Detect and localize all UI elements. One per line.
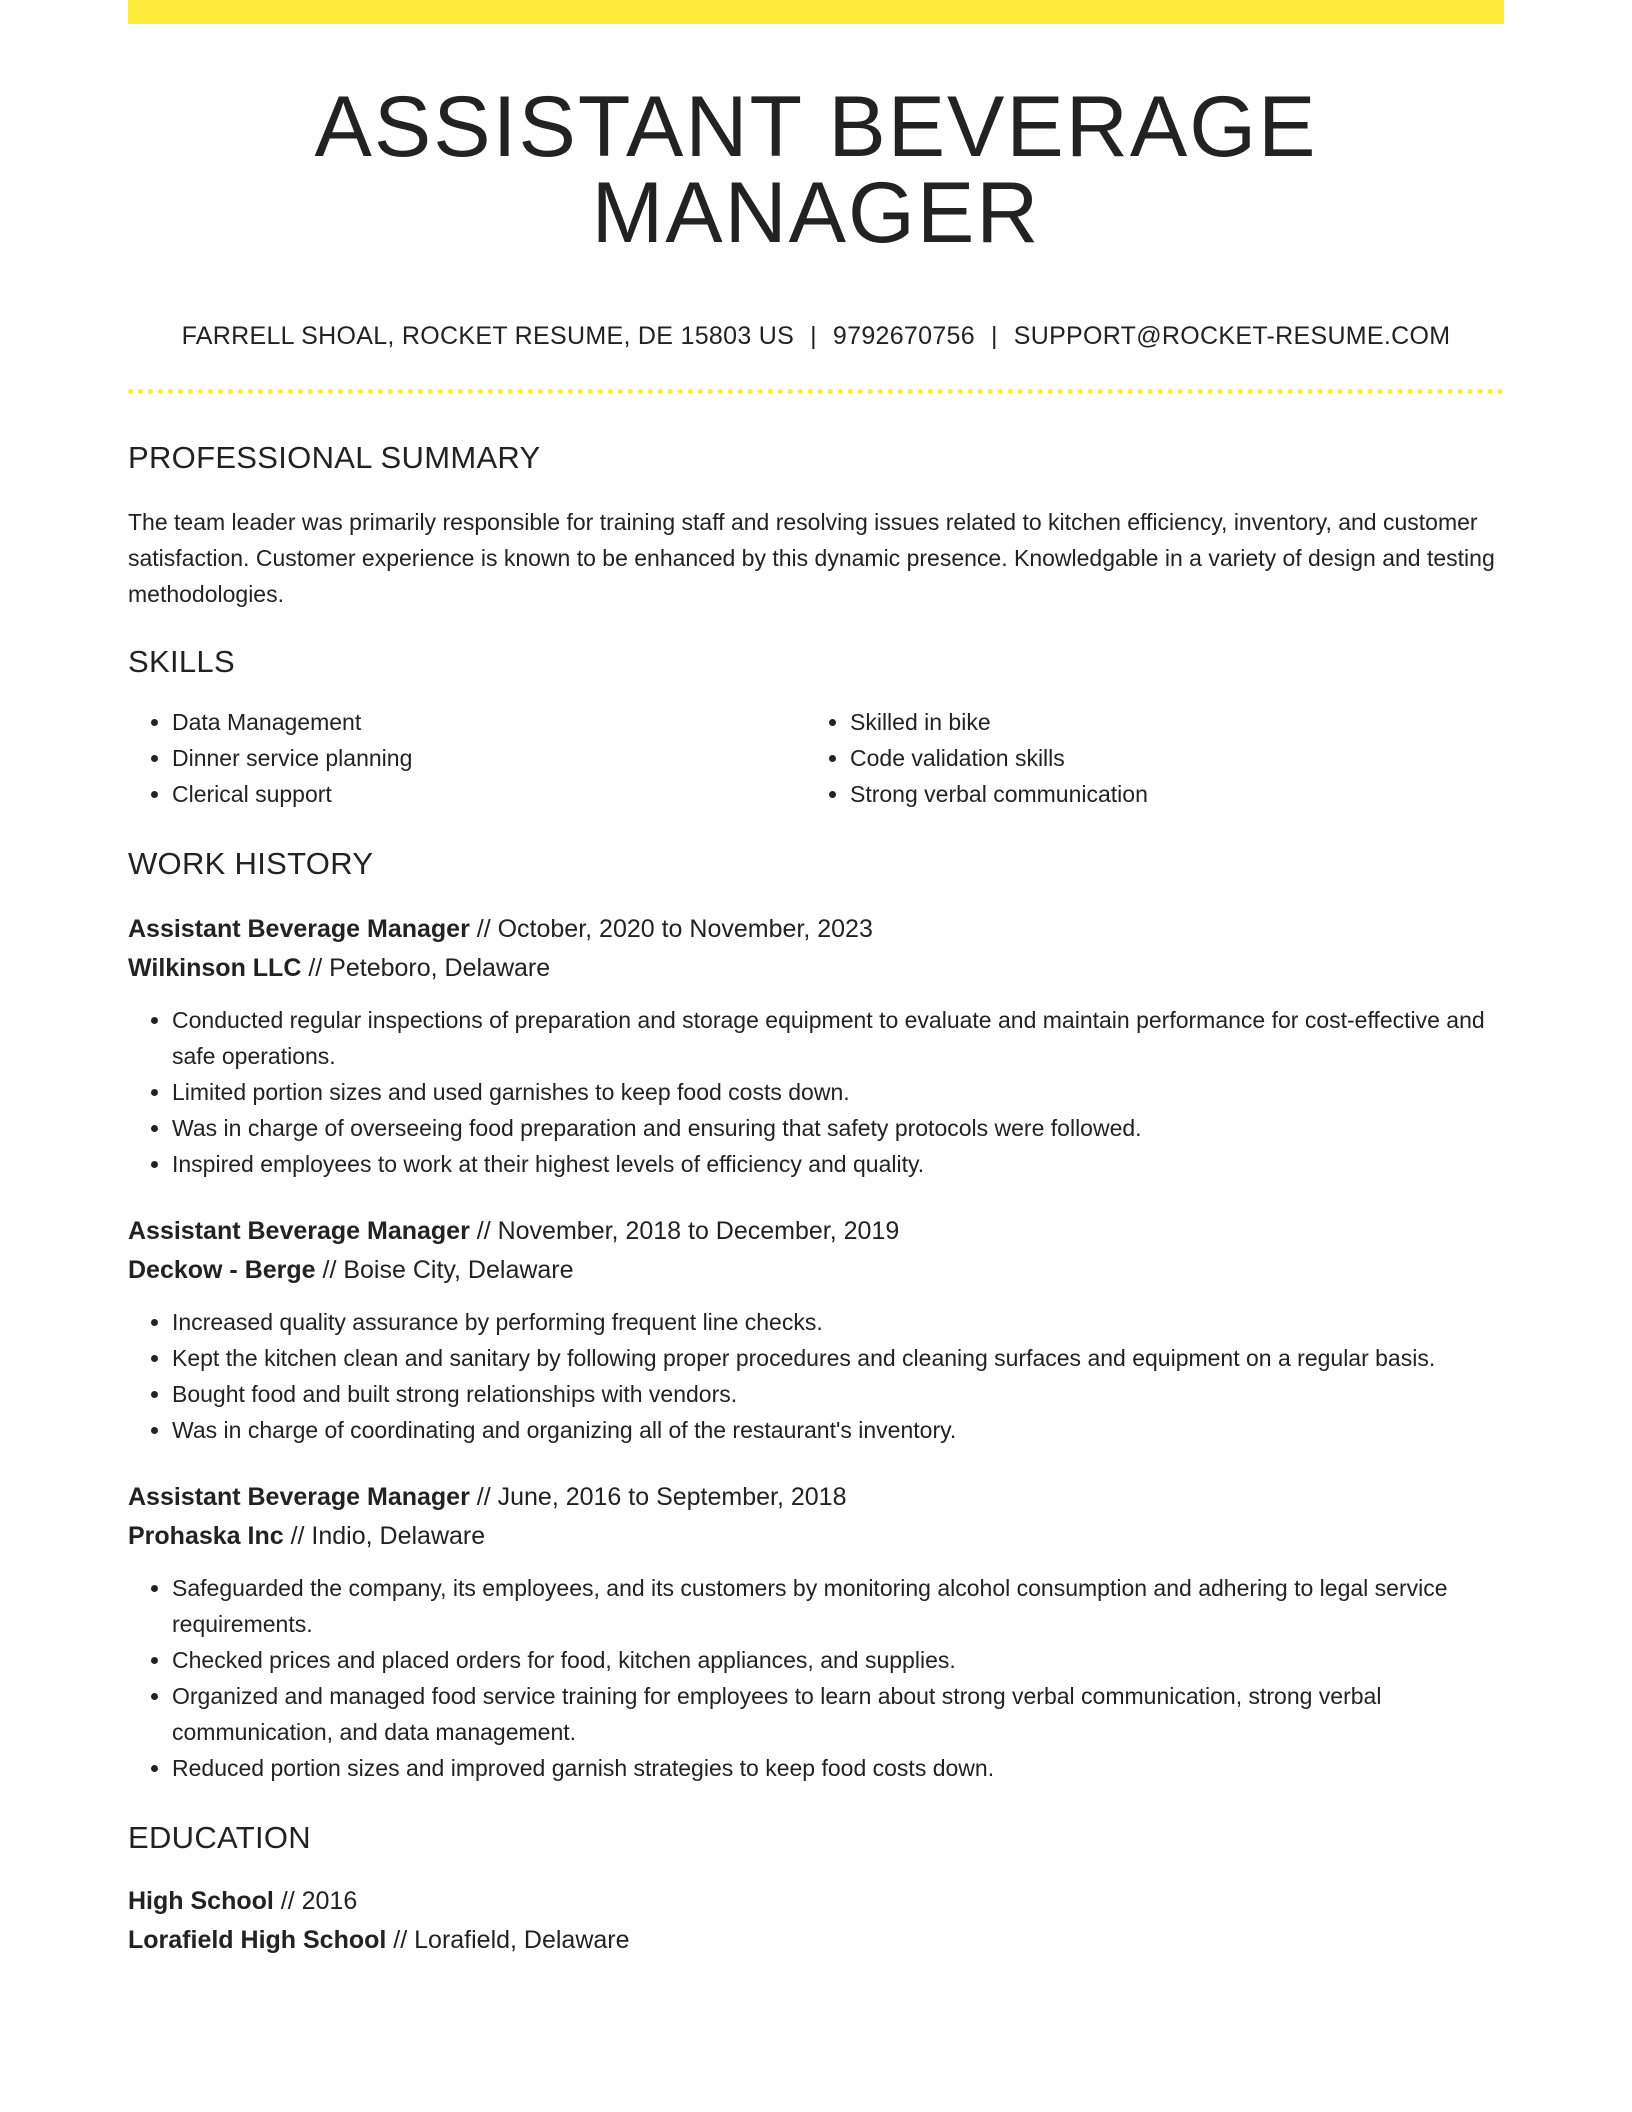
job-location: // Peteboro, Delaware: [308, 954, 551, 982]
job-bullet: • Was in charge of coordinating and organizing all of the restaurant's inventory.: [172, 1412, 1504, 1448]
job-role: Assistant Beverage Manager: [128, 1217, 470, 1245]
job-bullet: • Increased quality assurance by performing frequent line checks.: [172, 1304, 1504, 1340]
top-accent-bar: [128, 0, 1504, 24]
contact-separator: |: [810, 322, 817, 350]
skill-item: • Data Management: [172, 704, 806, 740]
job-dates: // June, 2016 to September, 2018: [476, 1483, 847, 1511]
skill-item: • Skilled in bike: [850, 704, 1484, 740]
education-school-line: [128, 1921, 1504, 1960]
job-company-line: [128, 1251, 1504, 1290]
job-role-line: [128, 1212, 1504, 1251]
job-bullet: • Organized and managed food service training for employees to learn about strong verbal communication, strong verbal communication, and data management.: [172, 1678, 1504, 1750]
job-role-line: [128, 1478, 1504, 1517]
job-role-line: [128, 910, 1504, 949]
job-bullet: • Conducted regular inspections of preparation and storage equipment to evaluate and maintain performance for cost-effective and safe operations.: [172, 1002, 1504, 1074]
skills-column-right: [806, 704, 1484, 812]
skill-item: • Dinner service planning: [172, 740, 806, 776]
contact-line: [128, 322, 1504, 351]
contact-address: FARRELL SHOAL, ROCKET RESUME, DE 15803 US: [181, 322, 795, 350]
education-entry: [128, 1882, 1504, 1960]
job-bullet: • Limited portion sizes and used garnishes to keep food costs down.: [172, 1074, 1504, 1110]
contact-separator: |: [990, 322, 998, 350]
job-bullet: • Safeguarded the company, its employees, and its customers by monitoring alcohol consumption and adhering to legal service requirements.: [172, 1570, 1504, 1642]
job-company: Wilkinson LLC: [128, 954, 302, 982]
job-role: Assistant Beverage Manager: [128, 915, 470, 943]
job-location: // Indio, Delaware: [290, 1522, 486, 1550]
skills-column-left: [128, 704, 806, 812]
job-company-line: [128, 1517, 1504, 1556]
work-history-heading: WORK HISTORY: [128, 846, 374, 881]
education-school: Lorafield High School: [128, 1926, 387, 1954]
education-heading: EDUCATION: [128, 1820, 311, 1855]
job-bullet: • Was in charge of overseeing food preparation and ensuring that safety protocols were followed.: [172, 1110, 1504, 1146]
job-bullet: • Inspired employees to work at their highest levels of efficiency and quality.: [172, 1146, 1504, 1182]
skills-heading: SKILLS: [128, 644, 235, 679]
job-company: Deckow - Berge: [128, 1256, 316, 1284]
skills-list: [128, 704, 1504, 812]
job-location: // Boise City, Delaware: [322, 1256, 574, 1284]
job-bullets: [128, 1304, 1504, 1448]
contact-email: SUPPORT@ROCKET-RESUME.COM: [1013, 322, 1451, 350]
resume-page: [128, 0, 1504, 1960]
job-dates: // November, 2018 to December, 2019: [476, 1217, 900, 1245]
education-location: // Lorafield, Delaware: [393, 1926, 630, 1954]
summary-heading: PROFESSIONAL SUMMARY: [128, 440, 541, 475]
education-degree-line: [128, 1882, 1504, 1921]
job-entry: [128, 910, 1504, 1182]
job-bullet: • Reduced portion sizes and improved garnish strategies to keep food costs down.: [172, 1750, 1504, 1786]
education-year: // 2016: [280, 1887, 358, 1915]
job-entry: [128, 1212, 1504, 1448]
summary-text: The team leader was primarily responsible for training staff and resolving issues related to kitchen efficiency, inventory, and customer satisfaction. Customer experience is known to be enhanced by this dynamic presence. Knowledgable in a variety of design and testing methodologies.: [128, 509, 1495, 607]
skill-item: • Clerical support: [172, 776, 806, 812]
job-company: Prohaska Inc: [128, 1522, 284, 1550]
job-dates: // October, 2020 to November, 2023: [476, 915, 873, 943]
job-bullet: • Checked prices and placed orders for food, kitchen appliances, and supplies.: [172, 1642, 1504, 1678]
education-degree: High School: [128, 1887, 274, 1915]
contact-phone: 9792670756: [832, 322, 975, 350]
skill-item: • Code validation skills: [850, 740, 1484, 776]
job-bullets: [128, 1570, 1504, 1786]
job-company-line: [128, 949, 1504, 988]
job-bullet: • Kept the kitchen clean and sanitary by following proper procedures and cleaning surfaces and equipment on a regular basis.: [172, 1340, 1504, 1376]
dotted-divider: [128, 389, 1504, 394]
job-role: Assistant Beverage Manager: [128, 1483, 470, 1511]
job-bullet: • Bought food and built strong relationships with vendors.: [172, 1376, 1504, 1412]
resume-name-title: ASSISTANT BEVERAGE MANAGER: [314, 79, 1318, 261]
job-bullets: [128, 1002, 1504, 1182]
skill-item: • Strong verbal communication: [850, 776, 1484, 812]
job-entry: [128, 1478, 1504, 1786]
